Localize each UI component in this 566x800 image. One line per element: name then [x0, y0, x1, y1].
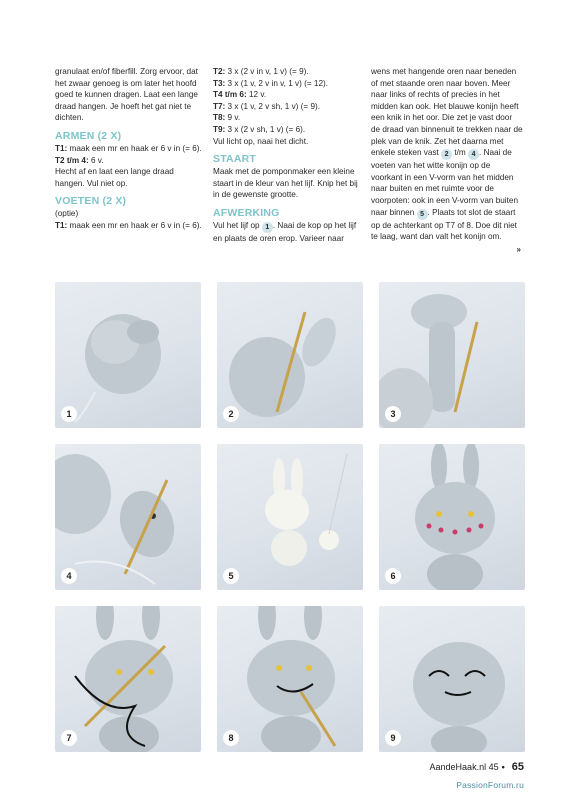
- photo-number: 3: [385, 406, 401, 422]
- magazine-name: AandeHaak.nl 45: [429, 762, 499, 772]
- crochet-piece-illustration: [217, 606, 363, 752]
- photo-ref-badge: 2: [441, 149, 452, 160]
- round-row: T7: 3 x (1 v, 2 v sh, 1 v) (= 9).: [213, 101, 320, 111]
- photo-1: [55, 282, 201, 428]
- staart-text: Maak met de pomponmaker een kleine staart in de kleur van het lijf. Knip het bij in de gewenste grootte.: [213, 167, 358, 200]
- photo-7: [55, 606, 201, 752]
- page-footer: [430, 761, 524, 773]
- vul-note: Vul licht op, naai het dicht.: [213, 136, 309, 146]
- round-row: T8: 9 v.: [213, 113, 241, 123]
- crochet-piece-illustration: [217, 282, 363, 428]
- afwerking-heading: AFWERKING: [213, 206, 280, 219]
- photo-8: [217, 606, 363, 752]
- column-1: [55, 66, 205, 232]
- photo-number: 7: [61, 730, 77, 746]
- separator-dot: •: [501, 762, 505, 772]
- photo-number: 6: [385, 568, 401, 584]
- crochet-piece-illustration: [379, 606, 525, 752]
- crochet-piece-illustration: [379, 282, 525, 428]
- photo-9: [379, 606, 525, 752]
- column-2: [213, 66, 363, 245]
- afwerking-text: Vul het lijf op 1 . Naai de kop op het lijf en plaats de oren erop. Varieer naar: [213, 220, 357, 243]
- armen-t1: T1: maak een mr en haak er 6 v in (= 6).: [55, 143, 202, 153]
- page-number: 65: [511, 761, 524, 773]
- photo-3: [379, 282, 525, 428]
- watermark: PassionForum.ru: [456, 780, 524, 790]
- staart-heading: STAART: [213, 153, 257, 166]
- voeten-t1: T1: maak een mr en haak er 6 v in (= 6).: [55, 220, 202, 230]
- photo-5: [217, 444, 363, 590]
- photo-4: [55, 444, 201, 590]
- instructions-text: [55, 66, 525, 276]
- crochet-piece-illustration: [55, 444, 201, 590]
- photo-ref-badge: 1: [262, 222, 273, 233]
- armen-t2: T2 t/m 4: 6 v.: [55, 155, 104, 165]
- round-row: T3: 3 x (1 v, 2 v in v, 1 v) (= 12).: [213, 78, 329, 88]
- photo-ref-badge: 4: [468, 149, 479, 160]
- armen-heading: ARMEN (2 X): [55, 129, 122, 142]
- crochet-piece-illustration: [217, 444, 363, 590]
- column-3: [371, 66, 523, 243]
- photo-2: [217, 282, 363, 428]
- photo-number: 9: [385, 730, 401, 746]
- crochet-piece-illustration: [55, 606, 201, 752]
- photo-6: [379, 444, 525, 590]
- round-row: T9: 3 x (2 v sh, 1 v) (= 6).: [213, 124, 306, 134]
- voeten-optie: (optie): [55, 209, 79, 219]
- photo-number: 8: [223, 730, 239, 746]
- photo-number: 4: [61, 568, 77, 584]
- photo-number: 5: [223, 568, 239, 584]
- round-row: T2: 3 x (2 v in v, 1 v) (= 9).: [213, 67, 309, 76]
- photo-number: 1: [61, 406, 77, 422]
- photo-ref-badge: 5: [417, 209, 428, 220]
- armen-note: Hecht af en laat een lange draad hangen. Vul niet op.: [55, 167, 174, 188]
- voeten-heading: VOETEN (2 X): [55, 195, 127, 208]
- crochet-piece-illustration: [379, 444, 525, 590]
- photo-number: 2: [223, 406, 239, 422]
- afwerking-continued: wens met hangende oren naar beneden of met staande oren naar boven. Meer naar links of rechts of precies in het midden kan ook. Het blauwe konijn heeft een knik in het oor. Die zet je vast door de draad van binnenuit te trekken naar de plek van de knik. Zet het daarna met enkele steken vast 2 t/m 4 . Naai de voeten van het witte konijn op de voorkant in een V-vorm van het midden naar buiten en met ruimte voor de voorpoten: ook in een V-vorm van buiten naar binnen 5 . Plaats tot slot de staart op de achterkant op T7 of 8. Doe dit niet te laag, want dan valt het konijn om.: [371, 67, 523, 242]
- intro-paragraph: granulaat en/of fiberfill. Zorg ervoor, dat het zwaar genoeg is om later het hoofd goed te kunnen dragen. Laat een lange draad hangen. Je hoeft het gat niet te dichten.: [55, 67, 198, 123]
- crochet-piece-illustration: [55, 282, 201, 428]
- continue-arrow-icon: »: [516, 245, 521, 254]
- round-row: T4 t/m 6: 12 v.: [213, 90, 267, 100]
